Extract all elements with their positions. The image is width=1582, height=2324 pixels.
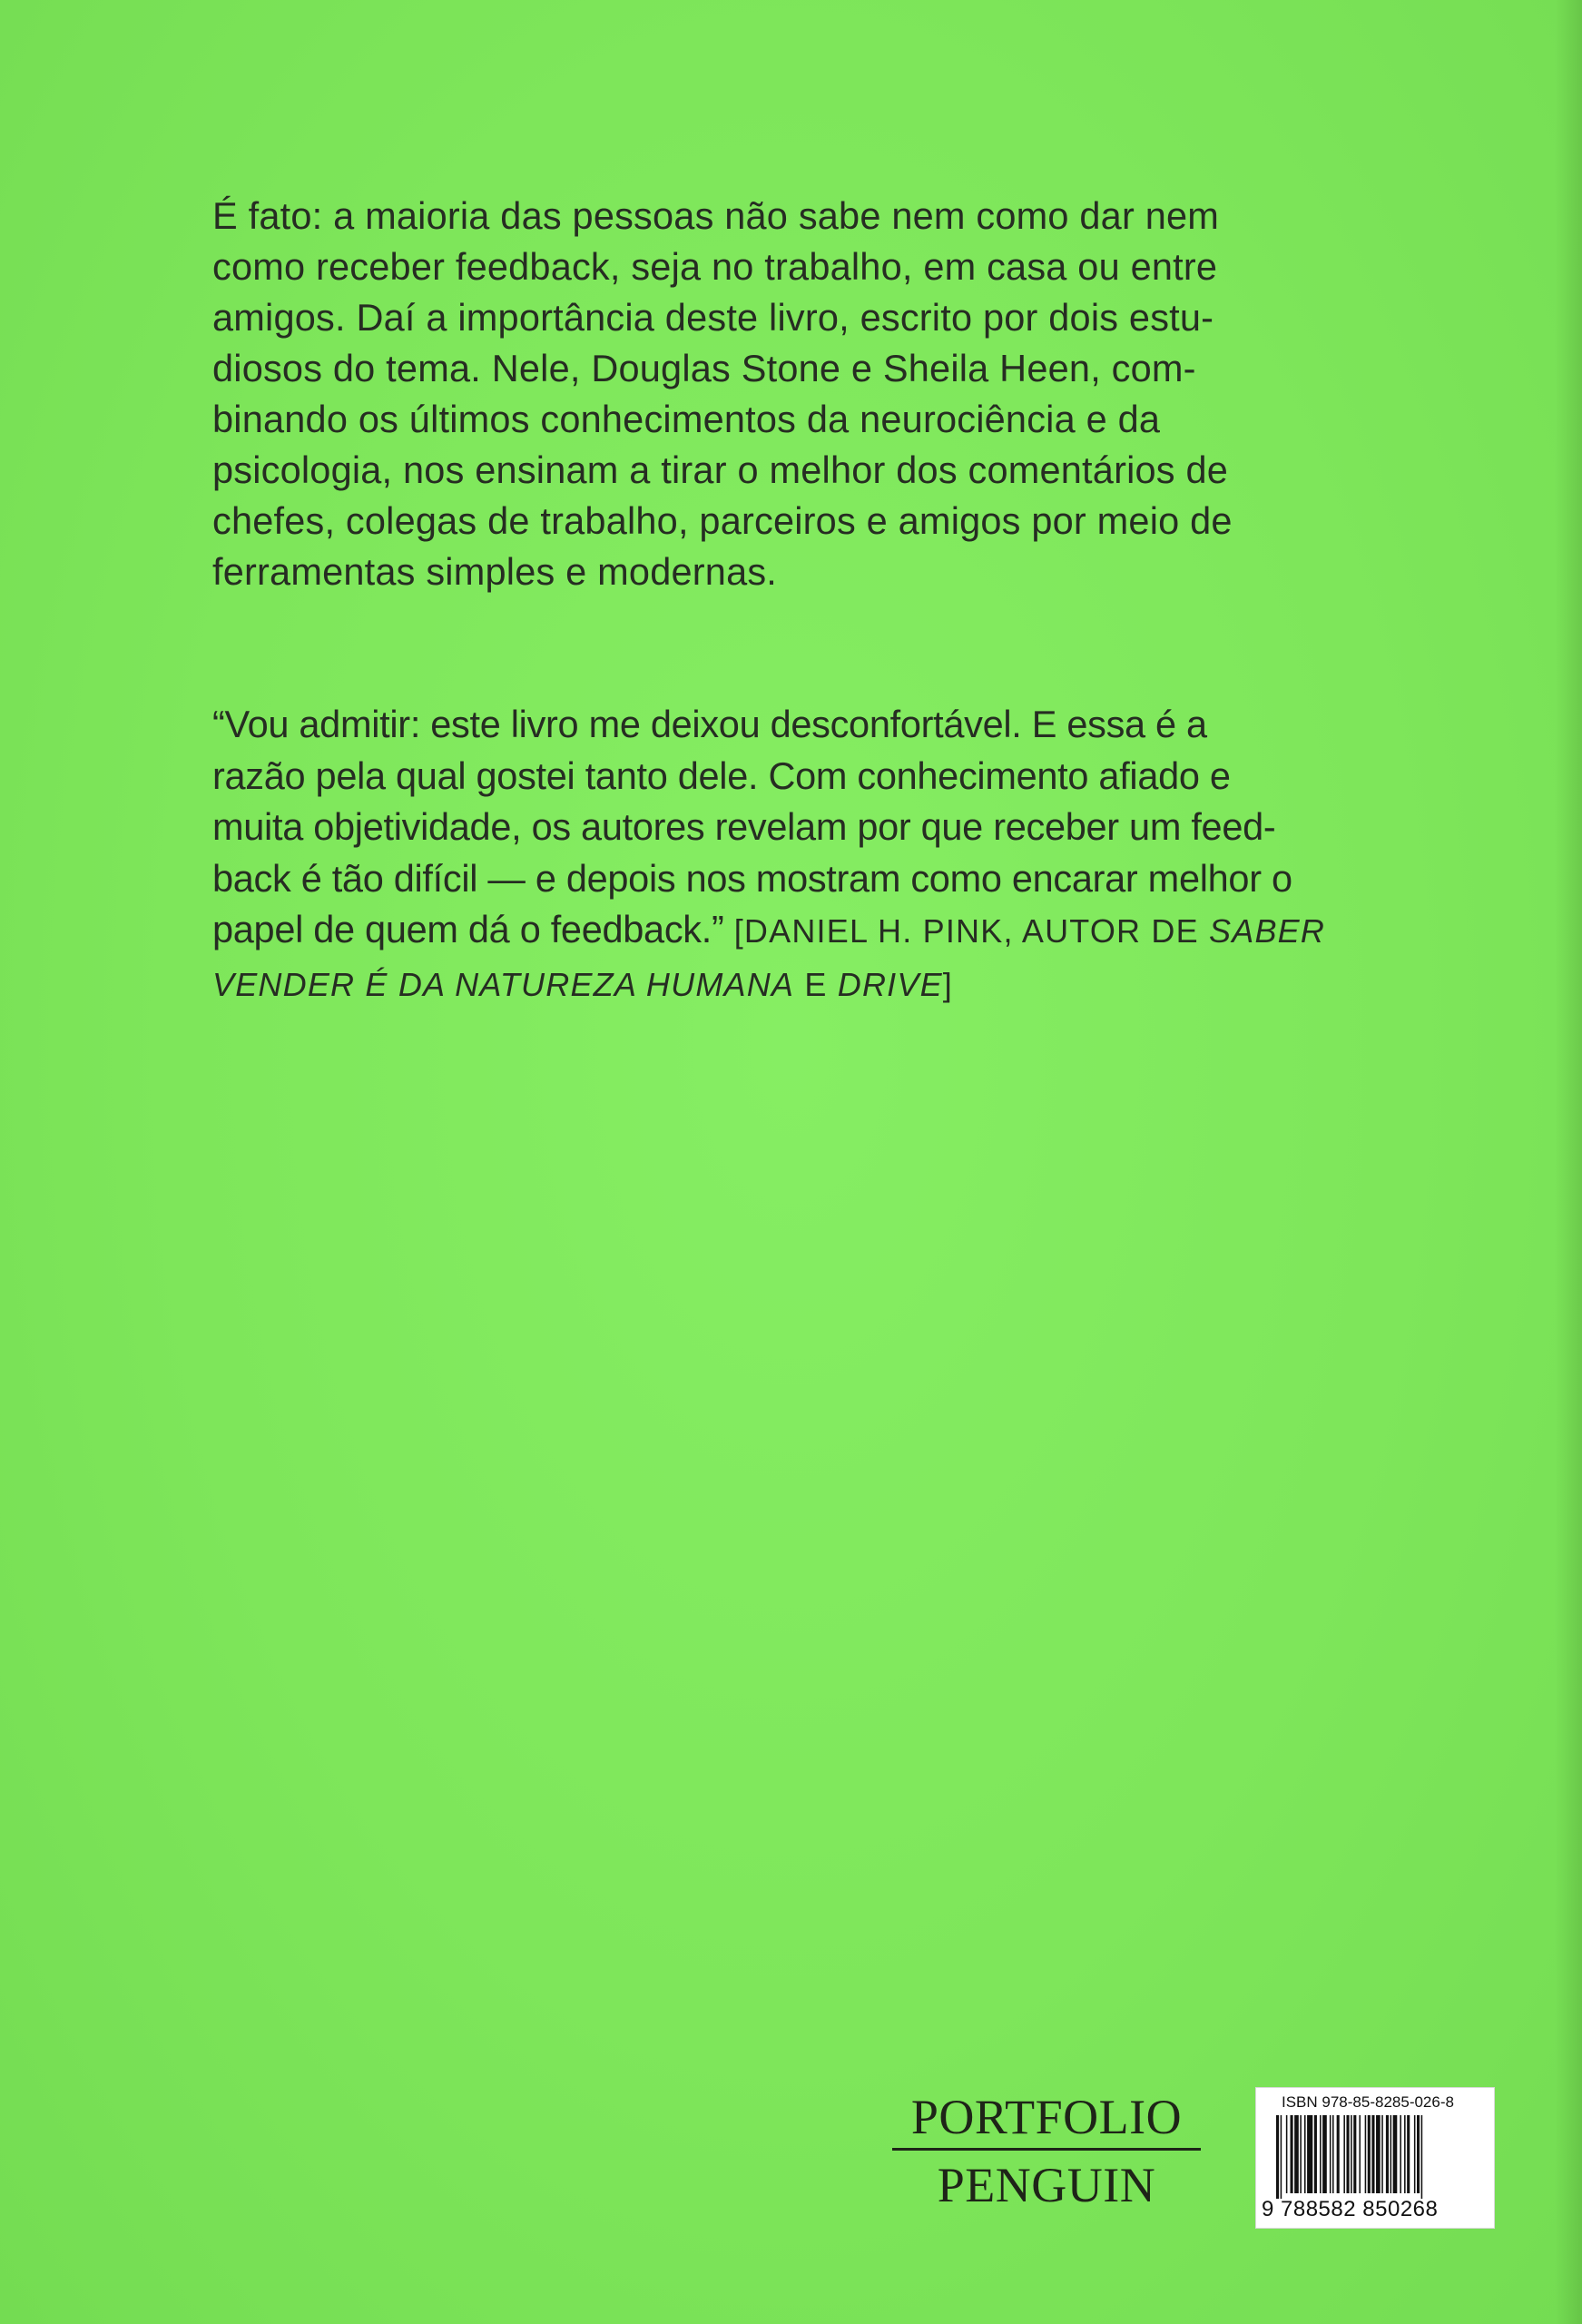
barcode-bar — [1351, 2115, 1352, 2193]
barcode-bar — [1281, 2115, 1282, 2199]
barcode-bar — [1291, 2115, 1293, 2193]
cover-spine-shadow — [1555, 0, 1582, 2324]
book-description: É fato: a maioria das pessoas não sabe nem como dar nem como receber feedback, seja no trabalho, em casa ou entre amigos. Daí a importância deste livro, escrito por dois estu- diosos do tema. Nele, Douglas Stone e Sheila Heen, com- binando os últimos conhecimentos da neurociência e da psicologia, nos ensinam a tirar o melhor dos comentários de chefes, colegas de trabalho, parceiros e amigos por meio de ferramentas simples e modernas. — [212, 194, 1233, 593]
barcode-bar — [1353, 2115, 1356, 2193]
barcode-bar — [1307, 2115, 1312, 2193]
publisher-name-penguin: PENGUIN — [937, 2158, 1156, 2212]
barcode-bar — [1368, 2115, 1371, 2193]
barcode-bar — [1359, 2115, 1361, 2193]
barcode-bar — [1343, 2115, 1345, 2193]
barcode-bar — [1371, 2115, 1374, 2193]
barcode-bar — [1421, 2115, 1423, 2199]
barcode-bar — [1386, 2115, 1389, 2193]
barcode-bar — [1393, 2115, 1398, 2193]
attribution-close: ] — [942, 965, 953, 1003]
isbn-barcode — [1255, 2087, 1495, 2229]
endorsement-quote — [212, 699, 1374, 1010]
barcode-bar — [1417, 2115, 1420, 2193]
barcode-bars — [1276, 2115, 1478, 2199]
publisher-logo — [892, 2088, 1201, 2214]
quote-text: “Vou admitir: este livro me deixou desconfortável. E essa é a razão pela qual gostei tanto dele. Com conhecimento afiado e muita objetividade, os autores revelam por que receber um feed- back é tão difícil — e depois nos mostram como encarar melhor o papel de quem dá o feedback.” — [212, 703, 1292, 950]
barcode-bar — [1407, 2115, 1410, 2193]
barcode-bar — [1320, 2115, 1322, 2193]
barcode-bar — [1322, 2115, 1327, 2193]
barcode-bar — [1381, 2115, 1383, 2193]
barcode-bar — [1365, 2115, 1367, 2193]
attribution-book-1: SABER VENDER É DA NATUREZA HUMANA — [212, 912, 1326, 1003]
barcode-bar — [1332, 2115, 1334, 2193]
barcode-bar — [1276, 2115, 1279, 2199]
barcode-bar — [1347, 2115, 1350, 2193]
attribution-open: [DANIEL H. PINK, AUTOR DE — [733, 912, 1210, 950]
barcode-bar — [1337, 2115, 1340, 2193]
attribution-book-2: DRIVE — [837, 965, 943, 1003]
attribution-connector: E — [794, 965, 838, 1003]
barcode-bar — [1286, 2115, 1288, 2193]
barcode-bar — [1376, 2115, 1381, 2193]
barcode-bar — [1314, 2115, 1317, 2193]
barcode-bar — [1330, 2115, 1331, 2193]
publisher-name-portfolio: PORTFOLIO — [910, 2090, 1183, 2144]
barcode-bar — [1404, 2115, 1406, 2193]
barcode-bar — [1294, 2115, 1299, 2193]
barcode-bar — [1414, 2115, 1416, 2193]
barcode-digits: 9 788582 850268 — [1262, 2197, 1439, 2221]
barcode-bar — [1300, 2115, 1302, 2193]
barcode-bar — [1390, 2115, 1392, 2193]
publisher-divider — [892, 2148, 1201, 2151]
isbn-label: ISBN 978-85-8285-026-8 — [1282, 2093, 1454, 2111]
barcode-bar — [1400, 2115, 1401, 2193]
barcode-bar — [1304, 2115, 1306, 2193]
